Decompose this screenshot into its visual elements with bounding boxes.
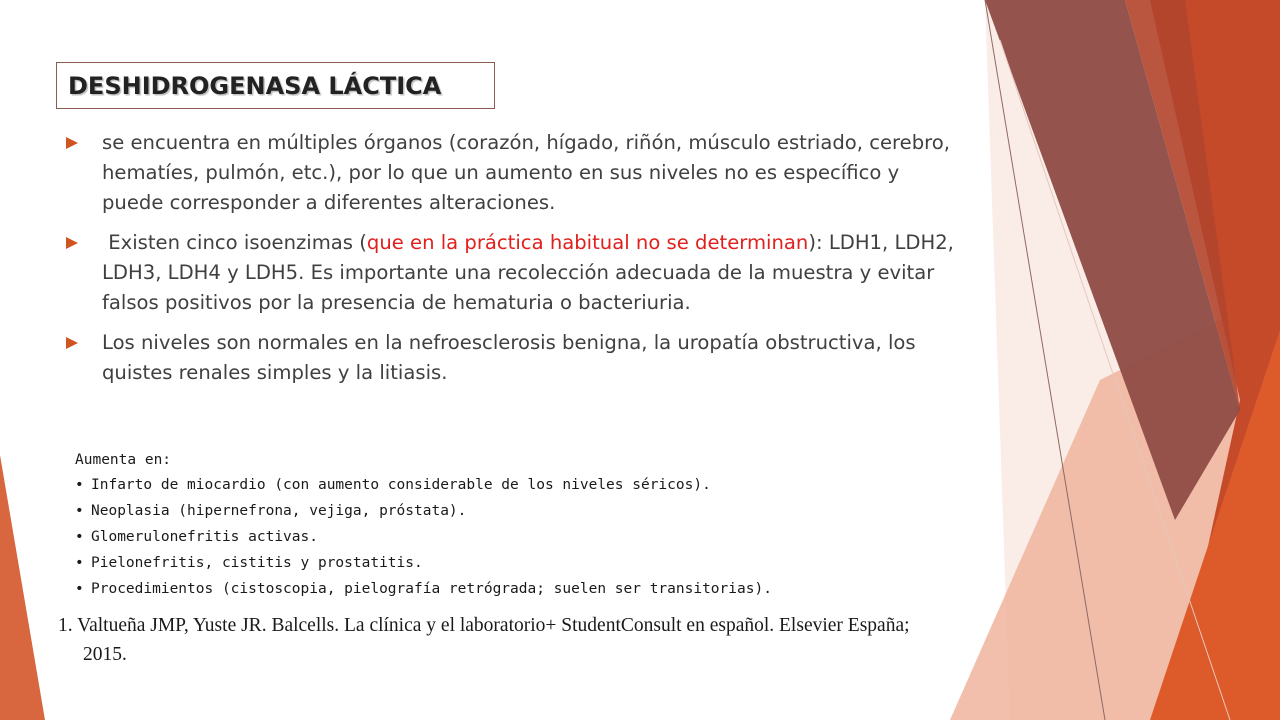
title-box xyxy=(56,62,495,109)
list-item-text: Pielonefritis, cistitis y prostatitis. xyxy=(91,555,423,571)
reference-year: 2015. xyxy=(83,644,127,665)
list-item xyxy=(75,550,772,576)
list-item-text: Glomerulonefritis activas. xyxy=(91,529,318,545)
main-bullet-list xyxy=(66,128,956,398)
list-item-text: Procedimientos (cistoscopia, pielografía retrógrada; suelen ser transitorias). xyxy=(91,581,772,597)
aumenta-section xyxy=(75,448,772,602)
left-orange-strip xyxy=(0,455,45,720)
bullet-dot: • xyxy=(75,555,84,571)
bullet-normal-levels xyxy=(66,328,956,388)
bullet-organs xyxy=(66,128,956,218)
reference-citation xyxy=(58,611,910,669)
bullet-dot: • xyxy=(75,529,84,545)
list-item xyxy=(75,524,772,550)
bullet-text-highlight: que en la práctica habitual no se determinan xyxy=(366,231,809,254)
reference-number: 1. xyxy=(58,615,73,636)
aumenta-heading: Aumenta en: xyxy=(75,452,172,468)
bullet-dot: • xyxy=(75,581,84,597)
bullet-dot: • xyxy=(75,477,84,493)
list-item-text: Infarto de miocardio (con aumento considerable de los niveles séricos). xyxy=(91,477,711,493)
bullet-text: Los niveles son normales en la nefroesclerosis benigna, la uropatía obstructiva, los quistes renales simples y la litiasis. xyxy=(102,331,916,384)
list-item-text: Neoplasia (hipernefrona, vejiga, próstata). xyxy=(91,503,467,519)
triangle-arrow-icon xyxy=(66,137,78,149)
bullet-text: se encuentra en múltiples órganos (corazón, hígado, riñón, músculo estriado, cerebro, hematíes, pulmón, etc.), por lo que un aumento en sus niveles no es específico y puede corresponder a diferentes alteraciones. xyxy=(102,131,951,214)
bullet-text-pre: Existen cinco isoenzimas ( xyxy=(102,231,367,254)
list-item xyxy=(75,472,772,498)
aumenta-list xyxy=(75,472,772,602)
list-item xyxy=(75,576,772,602)
bullet-dot: • xyxy=(75,503,84,519)
reference-text: Valtueña JMP, Yuste JR. Balcells. La clínica y el laboratorio+ StudentConsult en español. Elsevier España; xyxy=(77,615,910,636)
reference-line-1 xyxy=(58,611,910,640)
triangle-arrow-icon xyxy=(66,237,78,249)
triangle-arrow-icon xyxy=(66,337,78,349)
bullet-isoenzymes xyxy=(66,228,956,318)
bullet-text-post: ): LDH1, LDH2, LDH3, LDH4 y LDH5. Es importante una recolección adecuada de la muestra y evitar falsos positivos por la presencia de hematuria o bacteriuria. xyxy=(102,231,954,314)
list-item xyxy=(75,498,772,524)
slide-title: DESHIDROGENASA LÁCTICA xyxy=(68,72,442,100)
